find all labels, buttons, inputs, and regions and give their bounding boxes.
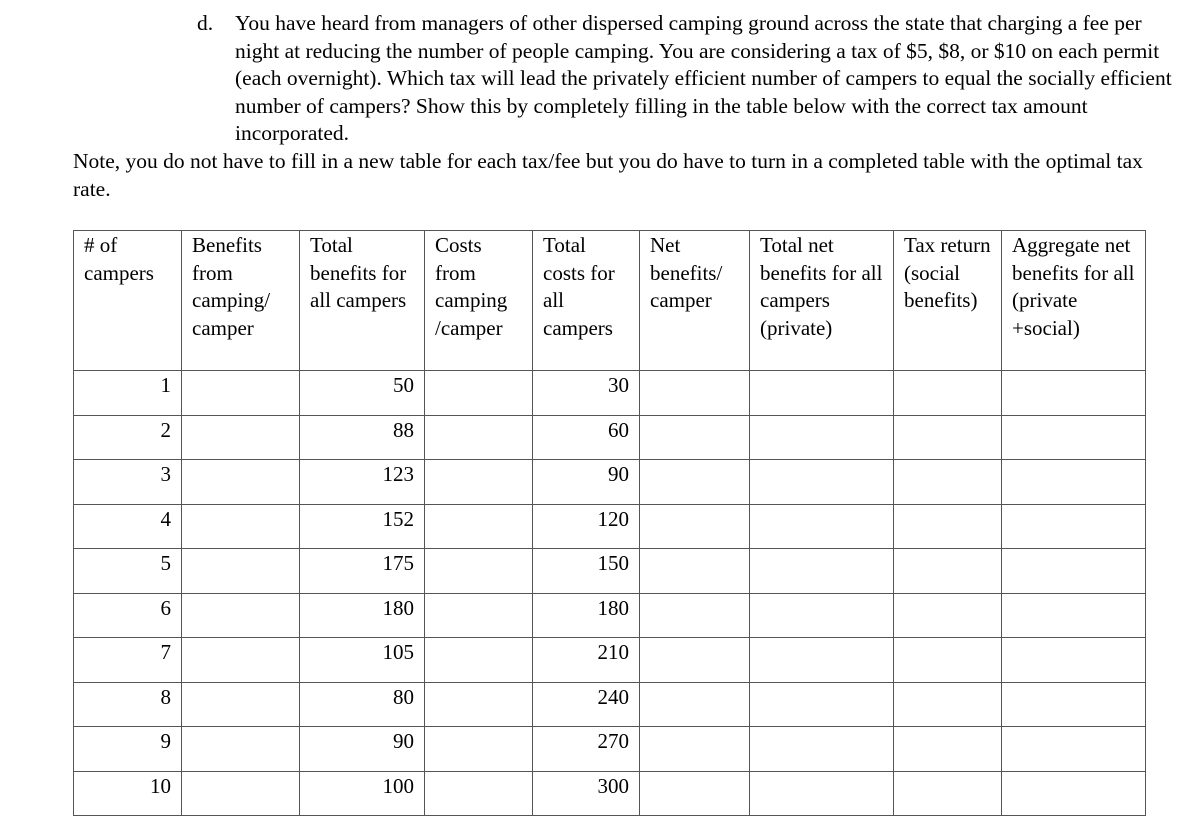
table-cell <box>894 771 1002 816</box>
table-cell <box>425 415 533 460</box>
table-cell <box>182 727 300 772</box>
column-header: Total benefits for all campers <box>300 231 425 371</box>
table-cell <box>1002 682 1146 727</box>
table-cell <box>1002 549 1146 594</box>
table-cell <box>750 771 894 816</box>
table-cell <box>894 727 1002 772</box>
table-cell: 88 <box>300 415 425 460</box>
table-cell <box>640 504 750 549</box>
table-cell <box>1002 504 1146 549</box>
table-cell <box>750 549 894 594</box>
table-cell <box>640 593 750 638</box>
table-cell <box>750 504 894 549</box>
table-cell <box>894 682 1002 727</box>
table-cell <box>640 727 750 772</box>
column-header: Tax return (social benefits) <box>894 231 1002 371</box>
table-cell <box>425 771 533 816</box>
table-cell <box>425 638 533 683</box>
table-cell <box>640 638 750 683</box>
table-cell: 2 <box>74 415 182 460</box>
table-cell <box>750 371 894 416</box>
table-cell <box>182 504 300 549</box>
table-cell <box>1002 371 1146 416</box>
table-cell <box>182 371 300 416</box>
column-header: Net benefits/ camper <box>640 231 750 371</box>
table-cell: 6 <box>74 593 182 638</box>
table-cell <box>750 727 894 772</box>
table-cell <box>640 549 750 594</box>
table-cell <box>640 415 750 460</box>
table-cell: 9 <box>74 727 182 772</box>
table-row <box>74 504 1146 549</box>
table-cell <box>894 415 1002 460</box>
column-header: Costs from camping /camper <box>425 231 533 371</box>
table-cell <box>894 549 1002 594</box>
table-cell <box>750 682 894 727</box>
table-row <box>74 593 1146 638</box>
table-header <box>74 231 1146 371</box>
table-cell: 105 <box>300 638 425 683</box>
table-cell <box>182 771 300 816</box>
table-cell: 7 <box>74 638 182 683</box>
table-cell: 152 <box>300 504 425 549</box>
table-cell: 150 <box>533 549 640 594</box>
table-cell <box>182 415 300 460</box>
table-cell <box>894 460 1002 505</box>
table-cell <box>1002 593 1146 638</box>
table-cell: 300 <box>533 771 640 816</box>
column-header: # of campers <box>74 231 182 371</box>
table-cell: 270 <box>533 727 640 772</box>
table-cell: 5 <box>74 549 182 594</box>
table-cell <box>1002 638 1146 683</box>
table-cell <box>182 638 300 683</box>
table-row <box>74 682 1146 727</box>
table-cell <box>750 638 894 683</box>
table-cell: 123 <box>300 460 425 505</box>
table-cell: 80 <box>300 682 425 727</box>
table-row <box>74 771 1146 816</box>
table-cell <box>750 460 894 505</box>
table-cell: 3 <box>74 460 182 505</box>
question-d <box>197 10 1172 148</box>
table-cell <box>425 371 533 416</box>
table-cell: 240 <box>533 682 640 727</box>
table-cell <box>182 593 300 638</box>
table-cell: 90 <box>300 727 425 772</box>
table-cell: 100 <box>300 771 425 816</box>
table-cell <box>1002 727 1146 772</box>
table-cell: 4 <box>74 504 182 549</box>
table-cell: 180 <box>533 593 640 638</box>
table-cell <box>425 504 533 549</box>
table-cell: 175 <box>300 549 425 594</box>
table-cell <box>425 727 533 772</box>
table-cell <box>640 371 750 416</box>
table-cell <box>894 593 1002 638</box>
table-cell <box>425 682 533 727</box>
table-cell: 10 <box>74 771 182 816</box>
table-cell: 50 <box>300 371 425 416</box>
note-text: Note, you do not have to fill in a new table for each tax/fee but you do have to turn in a completed table with the optimal tax rate. <box>73 149 1143 201</box>
table-row <box>74 460 1146 505</box>
table-row <box>74 727 1146 772</box>
table-row <box>74 415 1146 460</box>
table-cell: 8 <box>74 682 182 727</box>
table-cell: 120 <box>533 504 640 549</box>
table-cell <box>894 504 1002 549</box>
column-header: Aggregate net benefits for all (private +social) <box>1002 231 1146 371</box>
table-cell <box>1002 460 1146 505</box>
column-header: Total costs for all campers <box>533 231 640 371</box>
question-text: You have heard from managers of other dispersed camping ground across the state that charging a fee per night at reducing the number of people camping. You are considering a tax of $5, $8, or $10 on each permit (each overnight). Which tax will lead the privately efficient number of campers to equal the socially efficient number of campers? Show this by completely filling in the table below with the correct tax amount incorporated. <box>235 11 1172 145</box>
camping-table <box>73 230 1146 816</box>
header-row <box>74 231 1146 371</box>
table-cell <box>1002 771 1146 816</box>
table-cell: 90 <box>533 460 640 505</box>
table-row <box>74 638 1146 683</box>
column-header: Total net benefits for all campers (private) <box>750 231 894 371</box>
table-cell <box>750 415 894 460</box>
table-row <box>74 371 1146 416</box>
table-cell <box>425 549 533 594</box>
table-cell <box>182 549 300 594</box>
column-header: Benefits from camping/ camper <box>182 231 300 371</box>
table-cell <box>425 460 533 505</box>
table-cell <box>750 593 894 638</box>
table-cell <box>640 771 750 816</box>
table-cell: 210 <box>533 638 640 683</box>
table-cell <box>1002 415 1146 460</box>
table-cell: 30 <box>533 371 640 416</box>
table-cell <box>182 682 300 727</box>
table-cell: 1 <box>74 371 182 416</box>
table-cell <box>894 371 1002 416</box>
table-cell <box>894 638 1002 683</box>
question-marker: d. <box>197 11 214 35</box>
table-cell <box>182 460 300 505</box>
table-cell: 60 <box>533 415 640 460</box>
table-cell <box>640 682 750 727</box>
table-cell <box>640 460 750 505</box>
table-row <box>74 549 1146 594</box>
table-body <box>74 371 1146 816</box>
table-cell: 180 <box>300 593 425 638</box>
table-cell <box>425 593 533 638</box>
